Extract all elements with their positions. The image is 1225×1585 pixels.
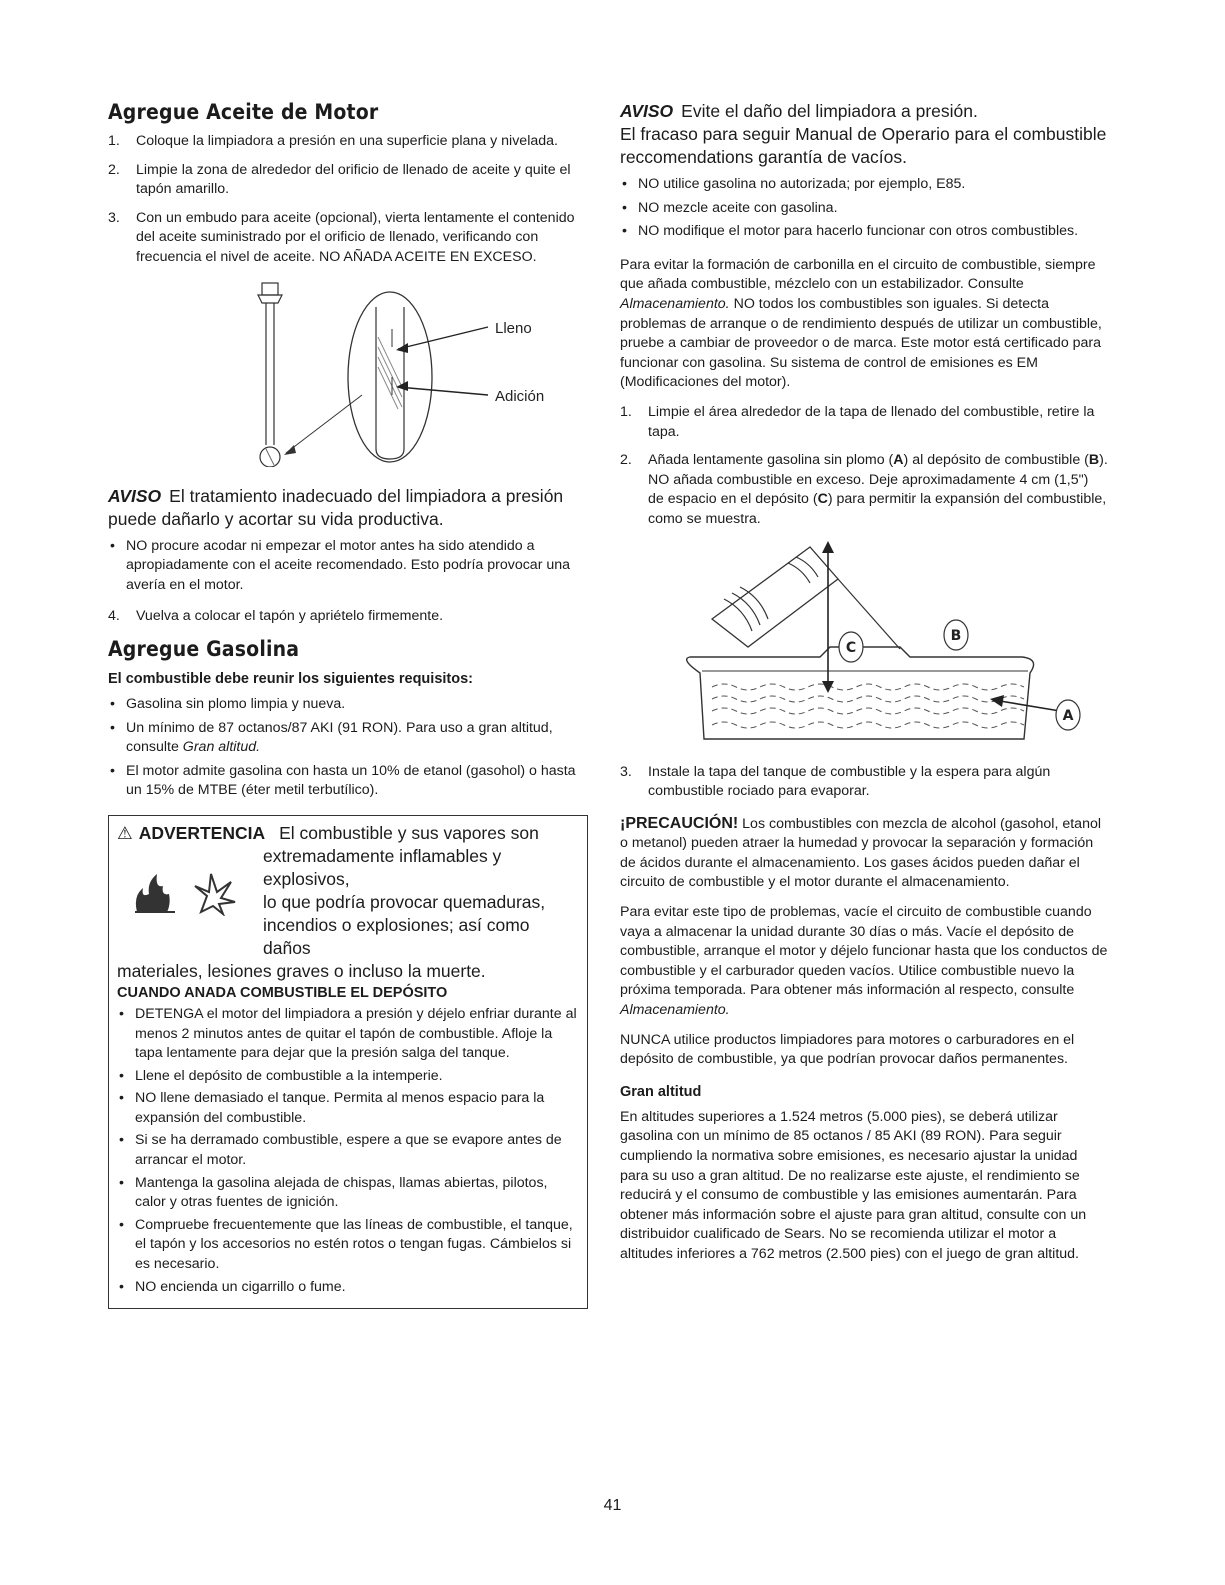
oil-steps <box>108 132 588 268</box>
fire-explosion-icon <box>131 866 241 916</box>
right-column <box>620 100 1108 1275</box>
oil-step: 2. Limpie la zona de alrededor del orificio de llenado de aceite y quite el tapón amarillo. <box>108 161 571 198</box>
dipstick-illustration <box>108 277 588 467</box>
fuel-step: 1. Limpie el área alrededor de la tapa de llenado del combustible, retire la tapa. <box>620 403 1095 440</box>
fuel-requirements <box>108 695 588 801</box>
tank-label-b: B <box>950 627 962 644</box>
high-altitude-heading: Gran altitud <box>620 1083 702 1100</box>
aviso-bullet: • NO mezcle aceite con gasolina. <box>620 199 1108 219</box>
oil-step: 4. Vuelva a colocar el tapón y apriételo firmemente. <box>108 608 444 625</box>
tank-label-a: A <box>1062 707 1074 724</box>
fuel-requirement: • El motor admite gasolina con hasta un 10% de etanol (gasohol) o hasta un 15% de MTBE (éter metil terbutílico). <box>108 762 588 801</box>
aviso-bullet: • NO utilice gasolina no autorizada; por ejemplo, E85. <box>620 175 1108 195</box>
warning-header: ⚠ ADVERTENCIA El combustible y sus vapores son extremadamente inflamables y explosivos, lo que podría provocar quemaduras, incendios o explosiones; así como daños materiales, lesiones graves o incluso la muerte. <box>117 822 546 981</box>
oil-step: 3. Con un embudo para aceite (opcional), vierta lentamente el contenido del aceite suministrado por el orificio de llenado, verificando con frecuencia el nivel de aceite. NO AÑADA ACEITE EN EXCESO. <box>108 209 575 265</box>
tank-label-c: C <box>845 639 857 656</box>
warning-bullet: • Si se ha derramado combustible, espere a que se evapore antes de arrancar el motor. <box>117 1131 579 1170</box>
fuel-step: 2. Añada lentamente gasolina sin plomo (A) al depósito de combustible (B). NO añada combustible en exceso. Deje aproximadamente 4 cm (1,5") de espacio en el depósito (C) para permitir la expansión del combustible, como se muestra. <box>620 452 1108 527</box>
add-label: Adición <box>495 387 545 405</box>
warning-triangle-icon: ⚠ <box>117 822 133 843</box>
fuel-requirement: • Gasolina sin plomo limpia y nueva. <box>108 695 588 715</box>
full-label: Lleno <box>495 319 532 337</box>
caution-paragraph: ¡PRECAUCIÓN! Los combustibles con mezcla de alcohol (gasohol, etanol o metanol) pueden atraer la humedad y provocar la separación y formación de ácidos durante el almacenamiento. Los gases ácidos pueden dañar el circuito de combustible y el motor durante el almacenamiento. <box>620 814 1101 891</box>
page-number: 41 <box>603 1497 622 1514</box>
fuel-step: 3. Instale la tapa del tanque de combustible y la espera para algún combustible rociado para evaporar. <box>620 763 1051 800</box>
storage-paragraph: Para evitar este tipo de problemas, vacíe el circuito de combustible cuando vaya a almacenar la unidad durante 30 días o más. Vacíe el depósito de combustible, arranque el motor y déjelo funcionar hasta que los conductos de combustible y el carburador queden vacíos. Utilice combustible nuevo la próxima temporada. Para obtener más información al respecto, consulte Almacenamiento. <box>620 904 1108 1019</box>
oil-step: 1. Coloque la limpiadora a presión en una superficie plana y nivelada. <box>108 133 558 149</box>
warning-bullet: • Mantenga la gasolina alejada de chispas, llamas abiertas, pilotos, calor y otras fuentes de ignición. <box>117 1174 579 1213</box>
aviso-left: AVISO El tratamiento inadecuado del limpiadora a presión puede dañarlo y acortar su vida productiva. <box>108 485 564 529</box>
never-paragraph: NUNCA utilice productos limpiadores para motores o carburadores en el depósito de combustible, ya que podrían provocar daños permanentes. <box>620 1031 1075 1068</box>
warning-bullet: • Compruebe frecuentemente que las líneas de combustible, el tanque, el tapón y los accesorios no estén rotos o tengan fugas. Cámbielos si es necesario. <box>117 1216 579 1275</box>
fuel-requirement: • Un mínimo de 87 octanos/87 AKI (91 RON). Para uso a gran altitud, consulte Gran altitud. <box>108 719 588 758</box>
aviso-bullet: • NO procure acodar ni empezar el motor antes ha sido atendido a apropiadamente con el aceite recomendado. Esto podría provocar una avería en el motor. <box>108 537 588 596</box>
high-altitude-paragraph: En altitudes superiores a 1.524 metros (5.000 pies), se deberá utilizar gasolina con un mínimo de 85 octanos / 85 AKI (89 RON). Para seguir cumpliendo la normativa sobre emisiones, es necesario ajustar la unidad para su uso a gran altitud. De no realizarse este ajuste, el rendimiento se reducirá y el consumo de combustible y las emisiones aumentarán. Para obtener más información sobre el ajuste para gran altitud, consulte con un distribuidor cualificado de Sears. No se recomienda utilizar el motor a altitudes inferiores a 762 metros (2.500 pies) con el juego de gran altitud. <box>620 1108 1087 1262</box>
warning-subheading: CUANDO ANADA COMBUSTIBLE EL DEPÓSITO <box>117 984 448 1001</box>
warning-box <box>108 815 588 1309</box>
warning-bullet: • NO llene demasiado el tanque. Permita al menos espacio para la expansión del combustible. <box>117 1089 579 1128</box>
fuel-requirements-heading: El combustible debe reunir los siguientes requisitos: <box>108 670 473 687</box>
aviso-right: AVISO Evite el daño del limpiadora a presión. El fracaso para seguir Manual de Operario para el combustible reccomendations garantía de vacíos. <box>620 101 1107 167</box>
stabilizer-paragraph: Para evitar la formación de carbonilla en el circuito de combustible, siempre que añada combustible, mézclelo con un estabilizador. Consulte Almacenamiento. NO todos los combustibles son iguales. Si detecta problemas de arranque o de rendimiento después de utilizar un combustible, pruebe a cambiar de proveedor o de marca. Este motor está certificado para funcionar con gasolina. Su sistema de control de emisiones es EM (Modificaciones del motor). <box>620 256 1102 391</box>
aviso-left-bullets <box>108 537 588 596</box>
heading-add-gasoline: Agregue Gasolina <box>108 636 300 661</box>
aviso-bullet: • NO modifique el motor para hacerlo funcionar con otros combustibles. <box>620 222 1108 242</box>
warning-bullets <box>117 1005 579 1297</box>
heading-add-oil: Agregue Aceite de Motor <box>108 100 379 124</box>
warning-bullet: • DETENGA el motor del limpiadora a presión y déjelo enfriar durante al menos 2 minutos antes de quitar el tapón de combustible. Afloje la tapa lentamente para dejar que la presión salga del tanque. <box>117 1005 579 1064</box>
aviso-right-bullets <box>620 175 1108 242</box>
left-column <box>108 100 588 1309</box>
fuel-steps <box>620 403 1108 530</box>
fuel-step-3 <box>620 763 1108 802</box>
warning-bullet: • NO encienda un cigarrillo o fume. <box>117 1278 579 1298</box>
warning-bullet: • Llene el depósito de combustible a la intemperie. <box>117 1067 579 1087</box>
oil-step-4 <box>108 607 588 627</box>
fuel-tank-illustration <box>620 539 1108 749</box>
